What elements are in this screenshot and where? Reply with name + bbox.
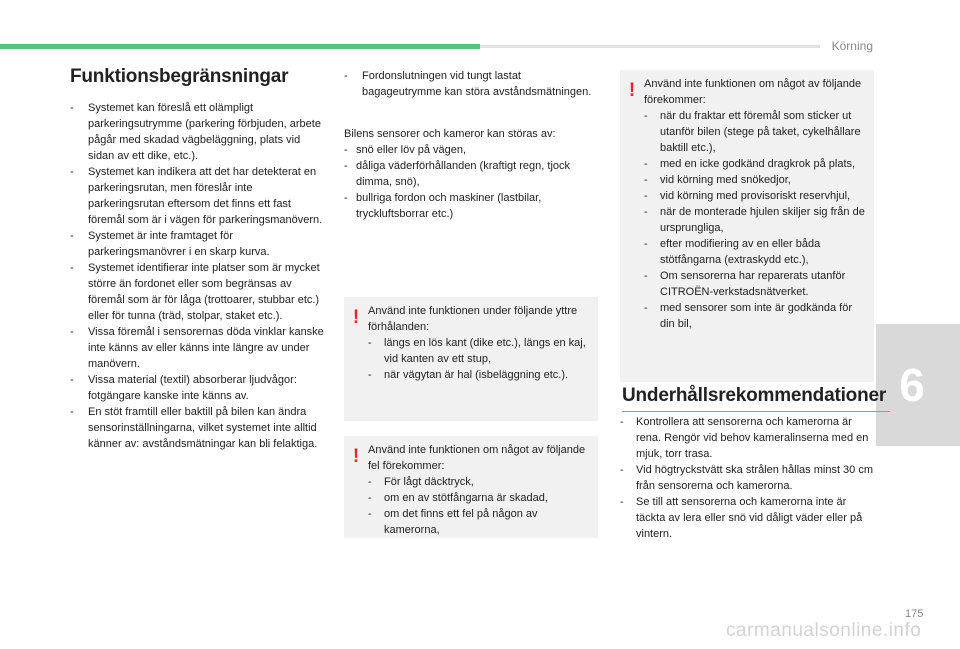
warning-text: Använd inte funktionen om något av följande förekommer: [644,78,862,106]
warning-list [644,108,868,332]
list-item: - Vid högtryckstvätt ska strålen hållas minst 30 cm från sensorerna och kamerorna. [620,464,874,492]
list-item: - när vägytan är hal (isbeläggning etc.). [368,369,569,381]
middle-top-item [344,68,602,100]
list-item: - Systemet är inte framtaget för parkeringsmanövrer i en skarp kurva. [70,230,270,258]
warning-box-faults [344,436,598,538]
list-item: - när du fraktar ett föremål som sticker ut utanför bilen (stege på taket, cykelhållare baktill etc.), [644,110,861,154]
list-item: - Systemet kan indikera att det har detekterat en parkeringsrutan, men föreslår inte parkeringsrutan eftersom det finns ett fast föremål som är i vägen för parkeringsmanövern. [70,166,323,226]
limitations-heading: Funktionsbegränsningar [70,66,289,87]
chapter-tab [876,324,960,446]
warning-list [368,335,592,383]
interference-section [344,126,602,222]
header-divider [480,45,820,48]
list-item: - Systemet kan föreslå ett olämpligt parkeringsutrymme (parkering förbjuden, arbete pågår med skadad vägbeläggning, plats vid sidan av ett dike, etc.). [70,102,321,162]
header-accent-bar [0,44,480,49]
list-item: - med sensorer som inte är godkända för din bil, [644,302,852,330]
warning-icon: ! [352,307,360,328]
list-item: - vid körning med provisoriskt reservhjul, [644,190,851,202]
list-item: - Vissa föremål i sensorernas döda vinklar kanske inte känns av eller känns inte längre av under manövern. [70,326,324,370]
list-item: - snö eller löv på vägen, [344,144,467,156]
interference-intro: Bilens sensorer och kameror kan störas av: [344,128,556,140]
warning-box-external-conditions [344,297,598,421]
list-item: - om det finns ett fel på någon av kamerorna, [368,508,538,536]
list-item: - Om sensorerna har reparerats utanför CITROËN-verkstadsnätverket. [644,270,846,298]
list-item: - längs en lös kant (dike etc.), längs en kaj, vid kanten av ett stup, [368,337,586,365]
maintenance-list [620,414,874,542]
warning-icon: ! [628,80,636,101]
list-item: - vid körning med snökedjor, [644,174,791,186]
list-item: - Se till att sensorerna och kamerorna inte är täckta av lera eller snö vid dåligt väder eller på vintern. [620,496,863,540]
list-item: - Vissa material (textil) absorberar ljudvågor: fotgängare kanske inte känns av. [70,374,297,402]
list-item: - Fordonslutningen vid tungt lastat bagageutrymme kan störa avståndsmätningen. [344,70,592,98]
list-item: - Kontrollera att sensorerna och kamerorna är rena. Rengör vid behov kameralinserna med en mjuk, torr trasa. [620,416,869,460]
list-item: - En stöt framtill eller baktill på bilen kan ändra sensorinställningarna, vilket systemet inte alltid känner av: avståndsmätningar kan bli felaktiga. [70,406,318,450]
warning-text: Använd inte funktionen om något av följande fel förekommer: [368,444,586,472]
limitations-list [70,100,326,452]
section-title: Körning [831,39,873,53]
list-item: - när de monterade hjulen skiljer sig från de ursprungliga, [644,206,865,234]
list-item: - med en icke godkänd dragkrok på plats, [644,158,856,170]
maintenance-list-container [620,414,874,542]
warning-text: Använd inte funktionen under följande yttre förhålanden: [368,305,578,333]
warning-icon: ! [352,446,360,467]
page-number: 175 [905,608,924,620]
warning-box-situations [620,70,874,382]
interference-list [344,142,602,222]
limitations-list-container [70,100,326,452]
maintenance-heading: Underhållsrekommendationer [622,385,887,406]
list-item: - Systemet identifierar inte platser som är mycket större än fordonet eller som begränsas av föremål som är för låga (trottoarer, stubbar etc.) eller för tunna (träd, stolpar, staket etc.). [70,262,320,322]
list-item: - För lågt däcktryck, [368,476,474,488]
list-item: - efter modifiering av en eller båda stötfångarna (extraskydd etc.), [644,238,821,266]
list-item: - om en av stötfångarna är skadad, [368,492,548,504]
list-item: - dåliga väderförhållanden (kraftigt regn, tjock dimma, snö), [344,160,571,188]
warning-list [368,474,592,538]
watermark: carmanualsonline.info [726,620,922,641]
chapter-number: 6 [899,359,925,411]
list-item: - bullriga fordon och maskiner (lastbilar, tryckluftsborrar etc.) [344,192,542,220]
